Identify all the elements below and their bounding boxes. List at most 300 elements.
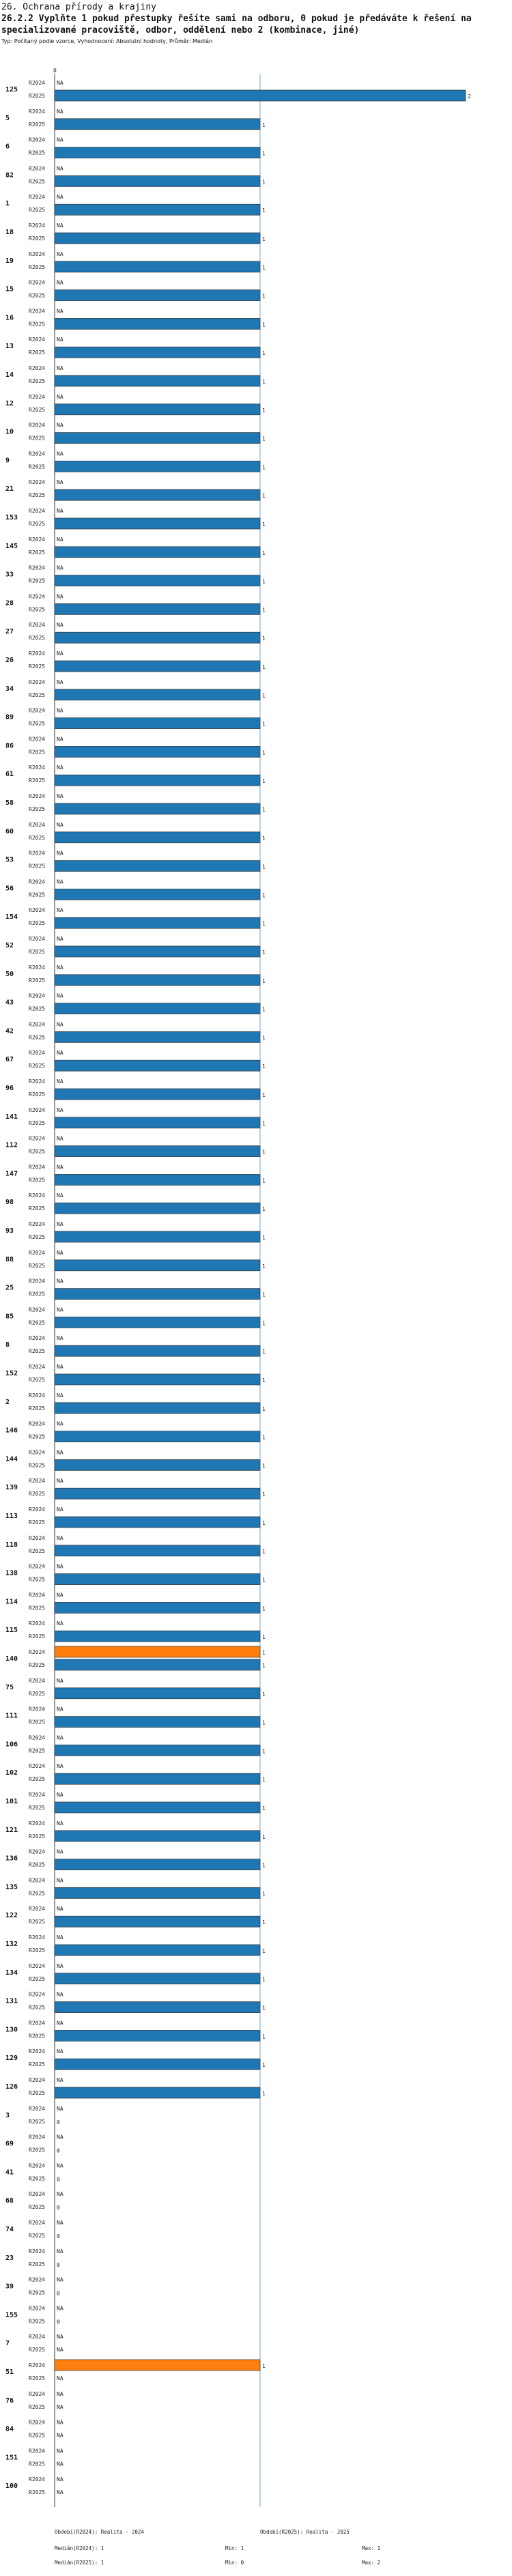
bar — [55, 1317, 260, 1328]
group-label: 23 — [5, 2254, 14, 2262]
bar — [55, 775, 260, 786]
bar — [55, 1973, 260, 1984]
na-label: NA — [57, 1335, 63, 1342]
series-label: R2024 — [29, 1563, 46, 1570]
group-label: 82 — [5, 171, 14, 180]
data-label: 1 — [262, 493, 266, 500]
series-label: R2024 — [29, 2276, 46, 2283]
na-label: NA — [57, 1592, 63, 1599]
na-label: NA — [57, 1106, 63, 1113]
bar — [55, 1887, 260, 1898]
bar — [55, 290, 260, 301]
series-label: R2025 — [29, 378, 46, 384]
bar — [55, 1117, 260, 1128]
na-label: NA — [57, 1506, 63, 1513]
bar — [55, 832, 260, 843]
bar — [55, 1831, 260, 1842]
group-label: 136 — [5, 1855, 18, 1863]
series-label: R2024 — [29, 422, 46, 429]
na-label: NA — [57, 1906, 63, 1913]
series-label: R2024 — [29, 450, 46, 457]
max-2024: Max: 1 — [362, 2545, 381, 2551]
series-label: R2025 — [29, 1747, 46, 1754]
bar — [55, 1459, 260, 1470]
series-label: R2025 — [29, 1177, 46, 1184]
data-label: 1 — [262, 407, 266, 414]
series-label: R2024 — [29, 707, 46, 714]
series-label: R2024 — [29, 251, 46, 257]
series-label: R2024 — [29, 622, 46, 629]
bar — [55, 2030, 260, 2041]
series-label: R2025 — [29, 263, 46, 270]
bar — [55, 1517, 260, 1528]
na-label: NA — [57, 337, 63, 343]
series-label: R2024 — [29, 393, 46, 400]
bar — [55, 1374, 260, 1385]
series-label: R2025 — [29, 1547, 46, 1554]
data-label: 1 — [262, 664, 266, 670]
bar — [55, 1646, 260, 1657]
data-label: 1 — [262, 2062, 266, 2069]
bar — [55, 147, 260, 158]
series-label: R2025 — [29, 2004, 46, 2011]
data-label: 1 — [262, 1691, 266, 1698]
data-label: 1 — [262, 1177, 266, 1184]
group-label: 2 — [5, 1398, 10, 1406]
na-label: NA — [57, 2162, 63, 2169]
series-label: R2025 — [29, 349, 46, 356]
na-label: NA — [57, 1763, 63, 1770]
data-label: 1 — [262, 578, 266, 585]
bar — [55, 632, 260, 643]
series-label: R2024 — [29, 1506, 46, 1513]
group-label: 134 — [5, 1969, 18, 1977]
group-label: 74 — [5, 2226, 14, 2233]
group-label: 152 — [5, 1370, 18, 1377]
series-label: R2024 — [29, 337, 46, 343]
series-label: R2024 — [29, 2248, 46, 2255]
series-label: R2025 — [29, 1833, 46, 1840]
group-label: 100 — [5, 2482, 18, 2491]
bar — [55, 1545, 260, 1556]
series-label: R2024 — [29, 907, 46, 914]
series-label: R2024 — [29, 1078, 46, 1085]
data-label: 1 — [262, 1063, 266, 1070]
group-label: 10 — [5, 428, 14, 436]
series-label: R2025 — [29, 1947, 46, 1954]
na-label: NA — [57, 508, 63, 514]
series-label: R2025 — [29, 1690, 46, 1697]
bar — [55, 375, 260, 386]
series-label: R2025 — [29, 1776, 46, 1783]
data-label: 1 — [262, 949, 266, 956]
na-label: NA — [57, 80, 63, 86]
series-label: R2024 — [29, 1106, 46, 1113]
series-label: R2024 — [29, 1192, 46, 1199]
series-label: R2025 — [29, 663, 46, 670]
na-label: NA — [57, 2448, 63, 2455]
na-label: NA — [57, 878, 63, 885]
series-label: R2025 — [29, 2261, 46, 2267]
x-axis-tick-label: 0 — [53, 68, 57, 74]
series-label: R2024 — [29, 564, 46, 571]
group-label: 15 — [5, 285, 14, 294]
na-label: NA — [57, 108, 63, 115]
bar — [55, 2360, 260, 2371]
bar — [55, 1260, 260, 1271]
bar — [55, 1146, 260, 1157]
group-label: 68 — [5, 2197, 14, 2205]
max-2025: Max: 2 — [362, 2560, 381, 2566]
group-label: 106 — [5, 1741, 18, 1749]
series-label: R2024 — [29, 1221, 46, 1227]
na-label: NA — [57, 1620, 63, 1627]
group-label: 86 — [5, 742, 14, 750]
na-label: NA — [57, 1877, 63, 1884]
series-label: R2025 — [29, 949, 46, 955]
group-label: 39 — [5, 2282, 14, 2291]
group-label: 93 — [5, 1227, 14, 1235]
data-label: 1 — [262, 435, 266, 442]
na-label: NA — [57, 2334, 63, 2341]
series-label: R2025 — [29, 1805, 46, 1811]
series-label: R2024 — [29, 678, 46, 685]
bar — [55, 575, 260, 586]
series-label: R2024 — [29, 1877, 46, 1884]
bar — [55, 518, 260, 529]
series-label: R2024 — [29, 878, 46, 885]
group-label: 113 — [5, 1513, 18, 1520]
group-label: 102 — [5, 1769, 18, 1777]
series-label: R2024 — [29, 108, 46, 115]
na-label: NA — [57, 1820, 63, 1827]
data-label: 1 — [262, 1805, 266, 1812]
bar — [55, 175, 260, 186]
bar — [55, 433, 260, 444]
data-label: 1 — [262, 1862, 266, 1869]
series-label: R2025 — [29, 1319, 46, 1326]
series-label: R2024 — [29, 1249, 46, 1256]
series-label: R2024 — [29, 1620, 46, 1627]
data-label: 1 — [262, 1291, 266, 1298]
series-label: R2025 — [29, 1861, 46, 1868]
series-label: R2025 — [29, 235, 46, 242]
na-label: NA — [57, 564, 63, 571]
na-label: NA — [57, 223, 63, 229]
group-label: 141 — [5, 1113, 18, 1121]
series-label: R2024 — [29, 2362, 46, 2369]
data-label: 1 — [262, 1520, 266, 1526]
series-label: R2024 — [29, 1534, 46, 1541]
series-label: R2025 — [29, 2204, 46, 2211]
data-label: 2 — [468, 94, 471, 100]
bar — [55, 1345, 260, 1356]
na-label: NA — [57, 1677, 63, 1684]
data-label: 1 — [262, 863, 266, 870]
series-label: R2024 — [29, 1763, 46, 1770]
data-label: 1 — [262, 521, 266, 528]
group-label: 145 — [5, 542, 18, 550]
series-label: R2025 — [29, 1034, 46, 1041]
na-label: NA — [57, 1848, 63, 1855]
data-label: 0 — [57, 2147, 60, 2154]
series-label: R2025 — [29, 834, 46, 841]
series-label: R2025 — [29, 1405, 46, 1412]
na-label: NA — [57, 650, 63, 657]
na-label: NA — [57, 850, 63, 857]
bar — [55, 461, 260, 472]
series-label: R2024 — [29, 1306, 46, 1313]
data-label: 1 — [262, 1663, 266, 1669]
data-label: 1 — [262, 721, 266, 728]
bar — [55, 746, 260, 757]
data-label: 1 — [262, 2005, 266, 2012]
series-label: R2024 — [29, 2191, 46, 2198]
data-label: 1 — [262, 1719, 266, 1726]
group-label: 89 — [5, 713, 14, 721]
series-label: R2025 — [29, 1234, 46, 1240]
group-label: 3 — [5, 2111, 10, 2119]
data-label: 1 — [262, 1320, 266, 1327]
bar — [55, 1089, 260, 1100]
series-label: R2024 — [29, 1278, 46, 1285]
group-label: 43 — [5, 999, 14, 1007]
na-label: NA — [57, 1449, 63, 1456]
group-label: 6 — [5, 143, 10, 151]
group-label: 13 — [5, 343, 14, 351]
series-label: R2024 — [29, 593, 46, 600]
group-label: 1 — [5, 200, 10, 208]
bar — [55, 489, 260, 500]
group-label: 76 — [5, 2396, 14, 2405]
series-label: R2025 — [29, 406, 46, 413]
series-label: R2025 — [29, 321, 46, 328]
series-label: R2025 — [29, 720, 46, 727]
series-label: R2025 — [29, 292, 46, 299]
data-label: 1 — [262, 2033, 266, 2040]
bar — [55, 889, 260, 900]
series-label: R2025 — [29, 1348, 46, 1355]
group-label: 122 — [5, 1912, 18, 1920]
bar — [55, 1031, 260, 1042]
na-label: NA — [57, 1021, 63, 1028]
data-label: 1 — [262, 1650, 266, 1656]
series-label: R2024 — [29, 2305, 46, 2312]
data-label: 1 — [262, 1006, 266, 1013]
series-label: R2025 — [29, 2118, 46, 2125]
na-label: NA — [57, 1078, 63, 1085]
series-label: R2025 — [29, 121, 46, 128]
series-label: R2024 — [29, 1792, 46, 1798]
series-label: R2024 — [29, 793, 46, 799]
series-label: R2024 — [29, 479, 46, 486]
median-2025: Medián(R2025): 1 — [55, 2560, 104, 2566]
series-label: R2025 — [29, 1576, 46, 1583]
series-label: R2025 — [29, 435, 46, 442]
data-label: 1 — [262, 1748, 266, 1755]
data-label: 1 — [262, 236, 266, 242]
series-label: R2025 — [29, 1462, 46, 1469]
series-label: R2025 — [29, 2175, 46, 2182]
group-label: 132 — [5, 1941, 18, 1948]
na-label: NA — [57, 736, 63, 743]
bar — [55, 1945, 260, 1956]
data-label: 1 — [262, 892, 266, 899]
data-label: 1 — [262, 264, 266, 271]
series-label: R2024 — [29, 1420, 46, 1427]
series-label: R2025 — [29, 1205, 46, 1212]
group-label: 151 — [5, 2454, 18, 2462]
data-label: 1 — [262, 321, 266, 328]
series-label: R2025 — [29, 2461, 46, 2467]
series-label: R2025 — [29, 463, 46, 470]
bar — [55, 1289, 260, 1300]
na-label: NA — [57, 2489, 63, 2496]
group-label: 144 — [5, 1455, 18, 1463]
group-label: 85 — [5, 1313, 14, 1321]
data-label: 1 — [262, 1891, 266, 1898]
series-label: R2024 — [29, 308, 46, 315]
bar — [55, 1631, 260, 1642]
series-label: R2024 — [29, 1991, 46, 1998]
data-label: 1 — [262, 1405, 266, 1412]
na-label: NA — [57, 536, 63, 543]
group-label: 155 — [5, 2311, 18, 2319]
series-label: R2024 — [29, 80, 46, 86]
series-label: R2025 — [29, 1890, 46, 1897]
na-label: NA — [57, 1364, 63, 1370]
series-label: R2024 — [29, 2105, 46, 2112]
data-label: 1 — [262, 1777, 266, 1784]
na-label: NA — [57, 2220, 63, 2226]
series-label: R2024 — [29, 2390, 46, 2397]
data-label: 1 — [262, 1149, 266, 1156]
na-label: NA — [57, 622, 63, 629]
series-label: R2024 — [29, 536, 46, 543]
bar — [55, 1003, 260, 1014]
group-label: 50 — [5, 970, 14, 978]
series-label: R2024 — [29, 1364, 46, 1370]
group-label: 75 — [5, 1683, 14, 1691]
na-label: NA — [57, 2191, 63, 2198]
bar — [55, 318, 260, 329]
data-label: 1 — [262, 1092, 266, 1098]
group-label: 18 — [5, 229, 14, 236]
data-label: 1 — [262, 207, 266, 214]
group-label: 51 — [5, 2369, 14, 2376]
na-label: NA — [57, 137, 63, 143]
bar — [55, 803, 260, 814]
series-label: R2024 — [29, 736, 46, 743]
data-label: 1 — [262, 1548, 266, 1555]
series-label: R2025 — [29, 2061, 46, 2068]
series-label: R2024 — [29, 2476, 46, 2483]
series-label: R2025 — [29, 863, 46, 870]
group-label: 14 — [5, 371, 14, 379]
series-label: R2025 — [29, 1919, 46, 1926]
group-label: 67 — [5, 1056, 14, 1064]
group-label: 58 — [5, 799, 14, 807]
na-label: NA — [57, 2375, 63, 2381]
bar — [55, 261, 260, 272]
group-label: 135 — [5, 1883, 18, 1891]
na-label: NA — [57, 2020, 63, 2027]
data-label: 1 — [262, 1577, 266, 1584]
series-label: R2024 — [29, 850, 46, 857]
bar — [55, 2087, 260, 2098]
series-label: R2025 — [29, 149, 46, 156]
series-label: R2025 — [29, 178, 46, 185]
series-label: R2024 — [29, 165, 46, 172]
group-label: 16 — [5, 314, 14, 322]
data-label: 1 — [262, 1948, 266, 1954]
series-label: R2025 — [29, 2033, 46, 2040]
data-label: 1 — [262, 635, 266, 642]
group-label: 34 — [5, 685, 14, 693]
group-label: 96 — [5, 1085, 14, 1092]
group-label: 61 — [5, 771, 14, 779]
na-label: NA — [57, 2276, 63, 2283]
series-label: R2024 — [29, 2334, 46, 2341]
bar — [55, 2059, 260, 2070]
na-label: NA — [57, 2048, 63, 2055]
data-label: 1 — [262, 1377, 266, 1384]
series-label: R2025 — [29, 1005, 46, 1012]
bar — [55, 603, 260, 614]
na-label: NA — [57, 593, 63, 600]
data-label: 1 — [262, 179, 266, 186]
bar — [55, 1174, 260, 1185]
na-label: NA — [57, 964, 63, 971]
series-label: R2024 — [29, 508, 46, 514]
data-label: 1 — [262, 1976, 266, 1983]
series-label: R2024 — [29, 194, 46, 201]
na-label: NA — [57, 1962, 63, 1969]
data-label: 1 — [262, 1349, 266, 1356]
na-label: NA — [57, 1278, 63, 1285]
data-label: 1 — [262, 1206, 266, 1213]
na-label: NA — [57, 2077, 63, 2083]
na-label: NA — [57, 1306, 63, 1313]
na-label: NA — [57, 1991, 63, 1998]
series-label: R2024 — [29, 764, 46, 771]
na-label: NA — [57, 308, 63, 315]
series-label: R2025 — [29, 2489, 46, 2496]
bar — [55, 946, 260, 957]
series-label: R2025 — [29, 891, 46, 898]
group-label: 130 — [5, 2026, 18, 2034]
bar — [55, 233, 260, 244]
group-label: 9 — [5, 457, 10, 465]
bar — [55, 1859, 260, 1870]
na-label: NA — [57, 1420, 63, 1427]
series-label: R2025 — [29, 777, 46, 784]
series-label: R2024 — [29, 1649, 46, 1655]
na-label: NA — [57, 821, 63, 828]
series-label: R2025 — [29, 806, 46, 812]
bar — [55, 547, 260, 558]
group-label: 88 — [5, 1255, 14, 1263]
na-label: NA — [57, 479, 63, 486]
bar — [55, 347, 260, 358]
bar — [55, 1659, 260, 1670]
group-label: 121 — [5, 1826, 18, 1834]
data-label: 1 — [262, 350, 266, 357]
group-label: 147 — [5, 1170, 18, 1178]
na-label: NA — [57, 194, 63, 201]
data-label: 1 — [262, 607, 266, 614]
group-label: 27 — [5, 628, 14, 636]
